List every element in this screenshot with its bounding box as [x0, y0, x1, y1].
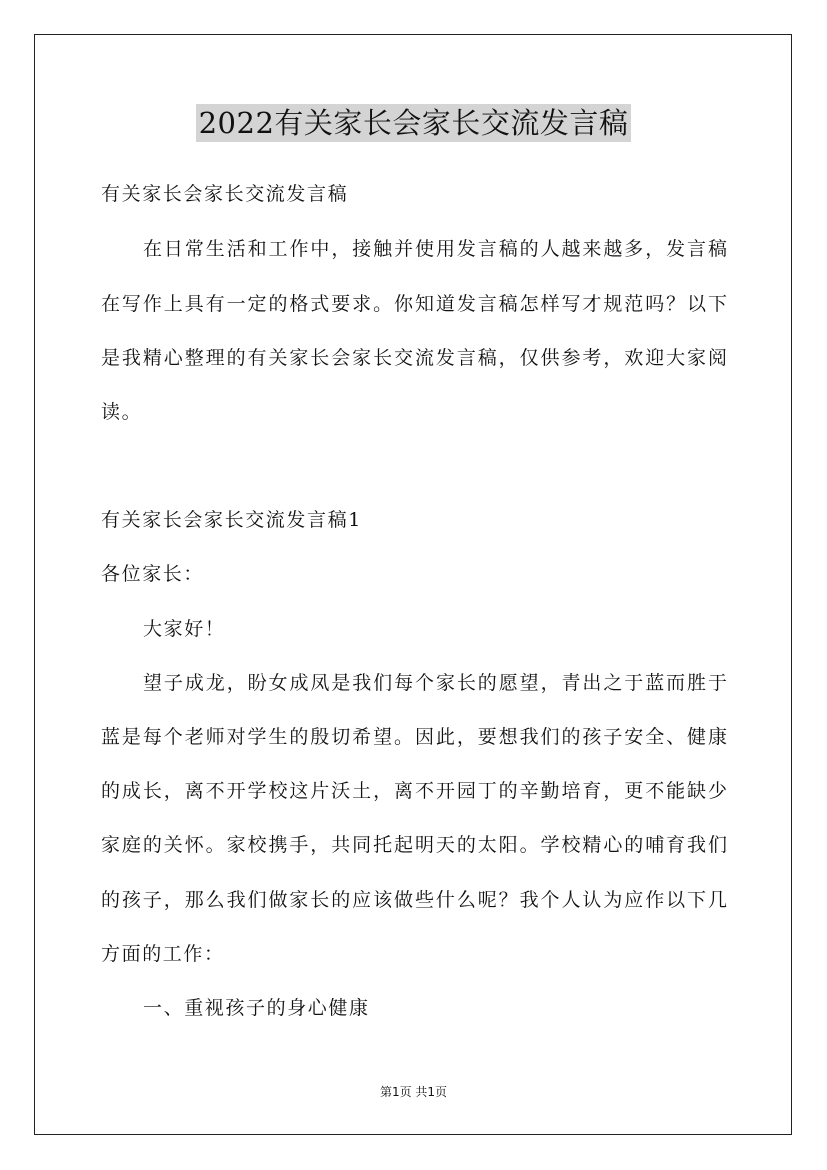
intro-line: 是我精心整理的有关家长会家长交流发言稿，仅供参考，欢迎大家阅: [101, 347, 727, 369]
body-line: 蓝是每个老师对学生的殷切希望。因此，要想我们的孩子安全、健康: [101, 726, 727, 748]
subtitle: 有关家长会家长交流发言稿: [101, 183, 349, 205]
intro-line: 在写作上具有一定的格式要求。你知道发言稿怎样写才规范吗？以下: [101, 293, 727, 315]
body-line: 家庭的关怀。家校携手，共同托起明天的太阳。学校精心的哺育我们: [101, 834, 727, 856]
body-line: 的成长，离不开学校这片沃土，离不开园丁的辛勤培育，更不能缺少: [101, 780, 727, 802]
document-title: 2022有关家长会家长交流发言稿: [196, 104, 632, 142]
page-number: 第1页 共1页: [379, 1085, 448, 1099]
intro-line: 读。: [101, 401, 143, 423]
greeting: 大家好！: [143, 618, 226, 640]
body-line: 望子成龙，盼女成凤是我们每个家长的愿望，青出之于蓝而胜于: [143, 672, 727, 694]
body-line: 的孩子，那么我们做家长的应该做些什么呢？我个人认为应作以下几: [101, 889, 727, 911]
title-container: [0, 104, 827, 142]
point-heading: 一、重视孩子的身心健康: [143, 997, 370, 1019]
section-heading: 有关家长会家长交流发言稿1: [101, 509, 362, 531]
intro-line: 在日常生活和工作中，接触并使用发言稿的人越来越多，发言稿: [143, 238, 727, 260]
body-line: 方面的工作：: [101, 943, 225, 965]
salutation: 各位家长：: [101, 563, 205, 585]
